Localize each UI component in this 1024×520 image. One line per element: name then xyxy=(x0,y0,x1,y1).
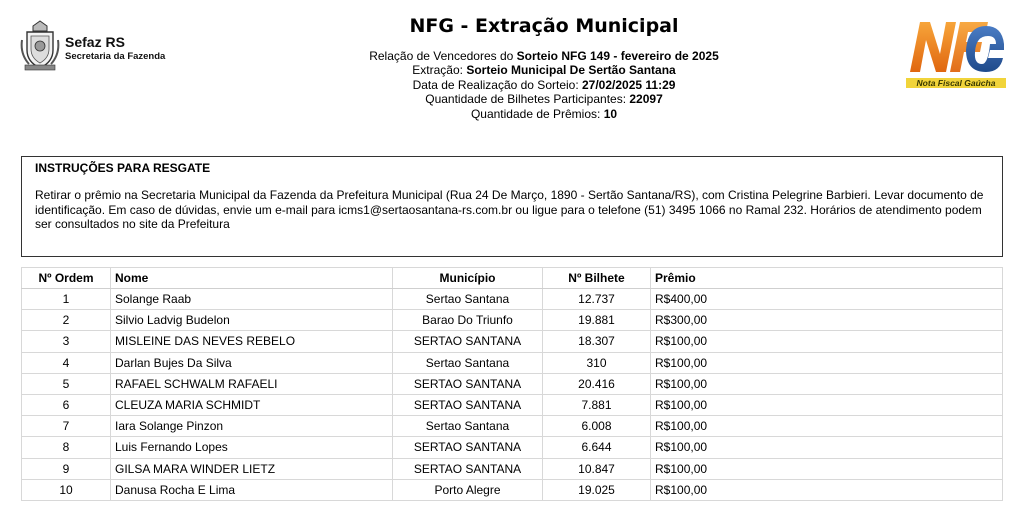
cell-ticket: 18.307 xyxy=(543,331,651,352)
table-row xyxy=(22,352,1003,373)
cell-municipality: SERTAO SANTANA xyxy=(393,458,543,479)
cell-name: RAFAEL SCHWALM RAFAELI xyxy=(111,373,393,394)
table-row xyxy=(22,331,1003,352)
cell-order: 4 xyxy=(22,352,111,373)
table-row xyxy=(22,289,1003,310)
extraction-label: Extração: xyxy=(412,63,467,78)
table-row xyxy=(22,310,1003,331)
cell-ticket: 7.881 xyxy=(543,394,651,415)
cell-name: Silvio Ladvig Budelon xyxy=(111,310,393,331)
winners-relation-line xyxy=(0,49,1024,63)
cell-municipality: Sertao Santana xyxy=(393,352,543,373)
org-subtitle: Secretaria da Fazenda xyxy=(65,51,166,62)
cell-name: Solange Raab xyxy=(111,289,393,310)
relation-label: Relação de Vencedores do xyxy=(369,49,517,63)
cell-name: Danusa Rocha E Lima xyxy=(111,479,393,500)
nfg-logo xyxy=(904,14,1006,94)
cell-order: 8 xyxy=(22,437,111,458)
cell-municipality: SERTAO SANTANA xyxy=(393,373,543,394)
instructions-box xyxy=(21,156,1003,257)
cell-prize: R$300,00 xyxy=(651,310,1003,331)
cell-ticket: 19.025 xyxy=(543,479,651,500)
tickets-line xyxy=(0,92,1024,106)
draw-date-value: 27/02/2025 11:29 xyxy=(582,77,676,92)
cell-municipality: Barao Do Triunfo xyxy=(393,310,543,331)
cell-prize: R$100,00 xyxy=(651,479,1003,500)
org-name: Sefaz RS xyxy=(65,34,125,50)
cell-ticket: 6.644 xyxy=(543,437,651,458)
instructions-title: INSTRUÇÕES PARA RESGATE xyxy=(35,161,211,175)
cell-prize: R$100,00 xyxy=(651,373,1003,394)
header-prize: Prêmio xyxy=(651,268,1003,289)
header-ticket: Nº Bilhete xyxy=(543,268,651,289)
cell-municipality: Porto Alegre xyxy=(393,479,543,500)
logo-tagline: Nota Fiscal Gaúcha xyxy=(906,78,1006,88)
winners-table xyxy=(21,267,1003,501)
table-row xyxy=(22,373,1003,394)
draw-info xyxy=(0,49,1024,121)
cell-ticket: 10.847 xyxy=(543,458,651,479)
extraction-value: Sorteio Municipal De Sertão Santana xyxy=(466,63,676,78)
table-row xyxy=(22,458,1003,479)
table-row xyxy=(22,394,1003,415)
cell-order: 7 xyxy=(22,416,111,437)
cell-order: 10 xyxy=(22,479,111,500)
cell-prize: R$100,00 xyxy=(651,331,1003,352)
cell-municipality: SERTAO SANTANA xyxy=(393,331,543,352)
cell-municipality: Sertao Santana xyxy=(393,289,543,310)
tickets-value: 22097 xyxy=(629,92,663,107)
tickets-label: Quantidade de Bilhetes Participantes: xyxy=(425,92,630,107)
cell-order: 9 xyxy=(22,458,111,479)
cell-order: 2 xyxy=(22,310,111,331)
draw-date-line xyxy=(0,78,1024,92)
header-order: Nº Ordem xyxy=(22,268,111,289)
cell-prize: R$100,00 xyxy=(651,352,1003,373)
cell-name: Iara Solange Pinzon xyxy=(111,416,393,437)
cell-name: CLEUZA MARIA SCHMIDT xyxy=(111,394,393,415)
page-title: NFG - Extração Municipal xyxy=(409,15,679,37)
relation-value: Sorteio NFG 149 - fevereiro de 2025 xyxy=(516,49,719,63)
cell-name: GILSA MARA WINDER LIETZ xyxy=(111,458,393,479)
cell-ticket: 12.737 xyxy=(543,289,651,310)
cell-order: 6 xyxy=(22,394,111,415)
extraction-line xyxy=(0,63,1024,77)
cell-ticket: 19.881 xyxy=(543,310,651,331)
table-row xyxy=(22,416,1003,437)
cell-order: 1 xyxy=(22,289,111,310)
prizes-value: 10 xyxy=(603,106,618,121)
prizes-line xyxy=(0,107,1024,121)
cell-prize: R$400,00 xyxy=(651,289,1003,310)
cell-name: Luis Fernando Lopes xyxy=(111,437,393,458)
header-name: Nome xyxy=(111,268,393,289)
cell-prize: R$100,00 xyxy=(651,437,1003,458)
cell-name: MISLEINE DAS NEVES REBELO xyxy=(111,331,393,352)
nfg-logo-icon xyxy=(906,14,1006,80)
cell-municipality: Sertao Santana xyxy=(393,416,543,437)
cell-municipality: SERTAO SANTANA xyxy=(393,437,543,458)
table-header-row xyxy=(22,268,1003,289)
cell-order: 5 xyxy=(22,373,111,394)
cell-ticket: 20.416 xyxy=(543,373,651,394)
cell-ticket: 6.008 xyxy=(543,416,651,437)
cell-prize: R$100,00 xyxy=(651,416,1003,437)
cell-ticket: 310 xyxy=(543,352,651,373)
cell-municipality: SERTAO SANTANA xyxy=(393,394,543,415)
table-row xyxy=(22,437,1003,458)
cell-order: 3 xyxy=(22,331,111,352)
cell-prize: R$100,00 xyxy=(651,458,1003,479)
draw-date-label: Data de Realização do Sorteio: xyxy=(412,77,582,92)
prizes-label: Quantidade de Prêmios: xyxy=(470,106,604,121)
instructions-text: Retirar o prêmio na Secretaria Municipal da Fazenda da Prefeitura Municipal (Rua 24 De Março, 1890 - Sertão Santana/RS), com Cristina Pelegrine Barbieri. Levar documento de identificação. Em caso de dúvidas, envie um e-mail para icms1@sertaosantana-rs.com.br ou ligue para o telefone (51) 3495 1066 no Ramal 232. Horários de atendimento podem ser consultados no site da Prefeitura xyxy=(35,188,984,231)
cell-name: Darlan Bujes Da Silva xyxy=(111,352,393,373)
header-municipality: Município xyxy=(393,268,543,289)
cell-prize: R$100,00 xyxy=(651,394,1003,415)
table-row xyxy=(22,479,1003,500)
